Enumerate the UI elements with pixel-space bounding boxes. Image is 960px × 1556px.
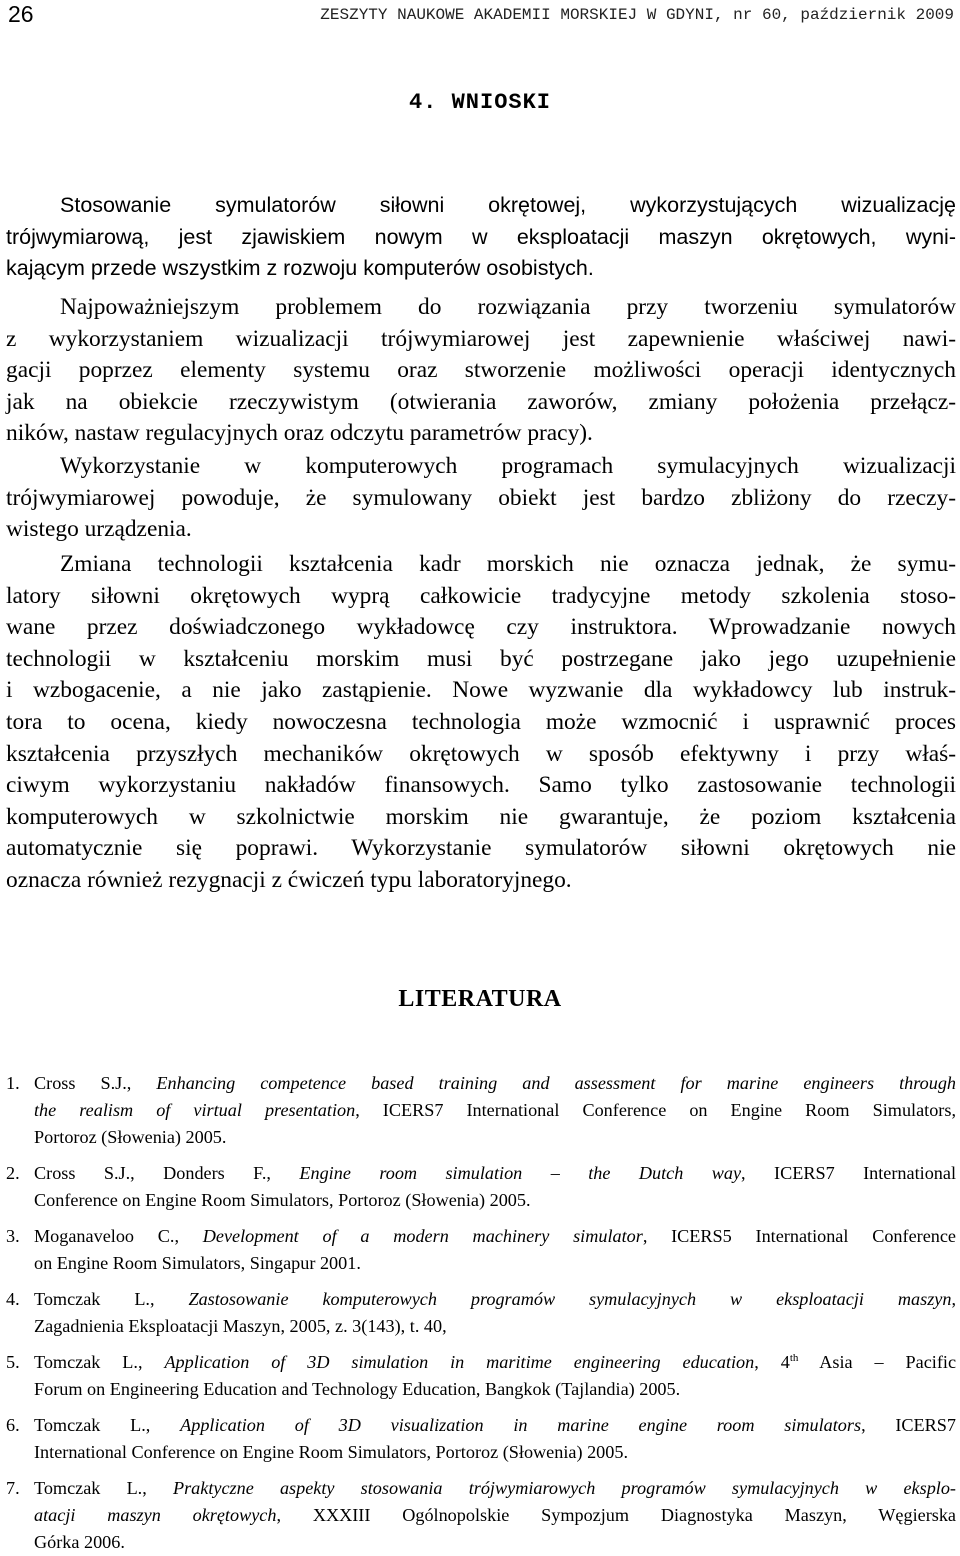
text-line: trójwymiarową, jest zjawiskiem nowym w eksploatacji maszyn okrętowych, wyni- xyxy=(6,224,956,249)
text-line: kształcenia przyszłych mechaników okrętowych w sposób efektywny i przy właś- xyxy=(6,740,956,767)
text-line: komputerowych w szkolnictwie morskim nie gwarantuje, że poziom kształcenia xyxy=(6,803,956,830)
reference-number: 4. xyxy=(6,1289,20,1309)
reference-line: Górka 2006. xyxy=(34,1532,125,1552)
reference-authors: Tomczak L., xyxy=(34,1289,155,1309)
reference-line xyxy=(34,1475,956,1502)
reference-authors: Tomczak L., xyxy=(34,1478,147,1498)
reference-number: 2. xyxy=(6,1163,20,1183)
reference-authors: Moganaveloo C., xyxy=(34,1226,179,1246)
reference-line: Conference on Engine Room Simulators, Portoroz (Słowenia) 2005. xyxy=(34,1190,531,1210)
reference-number: 3. xyxy=(6,1226,20,1246)
reference-line: International Conference on Engine Room Simulators, Portoroz (Słowenia) 2005. xyxy=(34,1442,628,1462)
reference-source: , XXXIII Ogólnopolskie Sympozjum Diagnostyka Maszyn, Węgierska xyxy=(276,1505,956,1525)
reference-line: Portoroz (Słowenia) 2005. xyxy=(34,1127,227,1147)
reference-number: 7. xyxy=(6,1478,20,1498)
text-line: z wykorzystaniem wizualizacji trójwymiarowej jest zapewnienie właściwej nawi- xyxy=(6,325,956,352)
text-line: Najpoważniejszym problemem do rozwiązania przy tworzeniu symulatorów xyxy=(60,294,956,320)
reference-source: , xyxy=(951,1289,956,1309)
reference-item xyxy=(6,1070,956,1151)
reference-line xyxy=(34,1412,956,1439)
reference-authors: Cross S.J., xyxy=(34,1073,132,1093)
reference-item xyxy=(6,1286,956,1340)
paragraph-2 xyxy=(6,292,956,450)
text-line: Wykorzystanie w komputerowych programach symulacyjnych wizualizacji xyxy=(60,453,956,479)
reference-line: on Engine Room Simulators, Singapur 2001. xyxy=(34,1253,361,1273)
text-line: Stosowanie symulatorów siłowni okrętowej, wykorzystujących wizualizację xyxy=(60,193,956,217)
reference-item xyxy=(6,1349,956,1403)
text-line: latory siłowni okrętowych wyprą całkowicie tradycyjne metody szkolenia stoso- xyxy=(6,582,956,609)
reference-title: Development of a modern machinery simulator xyxy=(202,1226,643,1246)
text-line: gacji poprzez elementy systemu oraz stworzenie możliwości operacji identycznych xyxy=(6,357,956,384)
reference-line: Zagadnienia Eksploatacji Maszyn, 2005, z. 3(143), t. 40, xyxy=(34,1316,447,1336)
reference-authors: Cross S.J., Donders F., xyxy=(34,1163,271,1183)
paragraph-1 xyxy=(6,190,956,285)
reference-source: , ICERS7 International xyxy=(741,1163,957,1183)
reference-source: , ICERS5 International Conference xyxy=(642,1226,957,1246)
text-line: kającym przede wszystkim z rozwoju komputerów osobistych. xyxy=(6,256,594,281)
text-line: wistego urządzenia. xyxy=(6,516,192,543)
running-head: ZESZYTY NAUKOWE AKADEMII MORSKIEJ W GDYNI, nr 60, październik 2009 xyxy=(320,6,954,24)
reference-title: Engine room simulation – the Dutch way xyxy=(299,1163,742,1183)
reference-line: Forum on Engineering Education and Technology Education, Bangkok (Tajlandia) 2005. xyxy=(34,1379,681,1399)
reference-line xyxy=(34,1349,956,1376)
reference-title: atacji maszyn okrętowych xyxy=(34,1505,277,1525)
reference-source: , ICERS7 International Conference on Engine Room Simulators, xyxy=(355,1100,956,1120)
text-line: technologii w kształceniu morskim musi być postrzegane jako jego uzupełnienie xyxy=(6,645,956,672)
reference-list xyxy=(6,1070,956,1556)
reference-line xyxy=(34,1070,956,1097)
reference-title: Praktyczne aspekty stosowania trójwymiarowych programów symulacyjnych w eksplo- xyxy=(172,1478,956,1498)
text-line: ników, nastaw regulacyjnych oraz odczytu parametrów pracy). xyxy=(6,420,593,447)
page-number: 26 xyxy=(8,1,34,27)
paragraph-4 xyxy=(6,549,956,897)
text-line: ciwym wykorzystaniu nakładów finansowych. Samo tylko zastosowanie technologii xyxy=(6,772,956,799)
reference-line xyxy=(34,1502,956,1529)
reference-source: , 4 xyxy=(754,1352,790,1372)
reference-authors: Tomczak L., xyxy=(34,1352,143,1372)
text-line: oznacza również rezygnacji z ćwiczeń typu laboratoryjnego. xyxy=(6,866,572,893)
reference-item xyxy=(6,1412,956,1466)
reference-line xyxy=(34,1286,956,1313)
reference-superscript: th xyxy=(789,1351,799,1364)
reference-authors: Tomczak L., xyxy=(34,1415,151,1435)
reference-number: 1. xyxy=(6,1073,20,1093)
text-line: Zmiana technologii kształcenia kadr morskich nie oznacza jednak, że symu- xyxy=(60,551,956,577)
literature-title: LITERATURA xyxy=(398,986,562,1012)
text-line: jak na obiekcie rzeczywistym (otwierania zaworów, zmiany położenia przełącz- xyxy=(6,388,956,415)
text-line: wane przez doświadczonego wykładowcę czy instruktora. Wprowadzanie nowych xyxy=(6,614,956,641)
page-header xyxy=(0,0,960,30)
reference-line xyxy=(34,1097,956,1124)
reference-item xyxy=(6,1160,956,1214)
reference-item xyxy=(6,1223,956,1277)
text-line: automatycznie się poprawi. Wykorzystanie symulatorów siłowni okrętowych nie xyxy=(6,835,956,862)
paragraph-3 xyxy=(6,451,956,546)
reference-number: 5. xyxy=(6,1352,20,1372)
reference-item xyxy=(6,1475,956,1556)
text-line: trójwymiarowej powoduje, że symulowany obiekt jest bardzo zbliżony do rzeczy- xyxy=(6,484,956,511)
reference-line xyxy=(34,1160,956,1187)
reference-title: Zastosowanie komputerowych programów symulacyjnych w eksploatacji maszyn xyxy=(188,1289,952,1309)
reference-line xyxy=(34,1223,956,1250)
reference-source: Asia – Pacific xyxy=(798,1352,957,1372)
reference-title: Application of 3D simulation in maritime engineering education xyxy=(164,1352,755,1372)
reference-title: Enhancing competence based training and assessment for marine engineers through xyxy=(156,1073,957,1093)
text-line: i wzbogacenie, a nie jako zastąpienie. Nowe wyzwanie dla wykładowcy lub instruk- xyxy=(6,677,956,704)
reference-title: Application of 3D visualization in marine engine room simulators xyxy=(180,1415,862,1435)
text-line: tora to ocena, kiedy nowoczesna technologia może wzmocnić i usprawnić proces xyxy=(6,708,956,735)
reference-source: , ICERS7 xyxy=(861,1415,957,1435)
reference-title: the realism of virtual presentation xyxy=(34,1100,356,1120)
reference-number: 6. xyxy=(6,1415,20,1435)
section-title: 4. WNIOSKI xyxy=(408,90,552,115)
